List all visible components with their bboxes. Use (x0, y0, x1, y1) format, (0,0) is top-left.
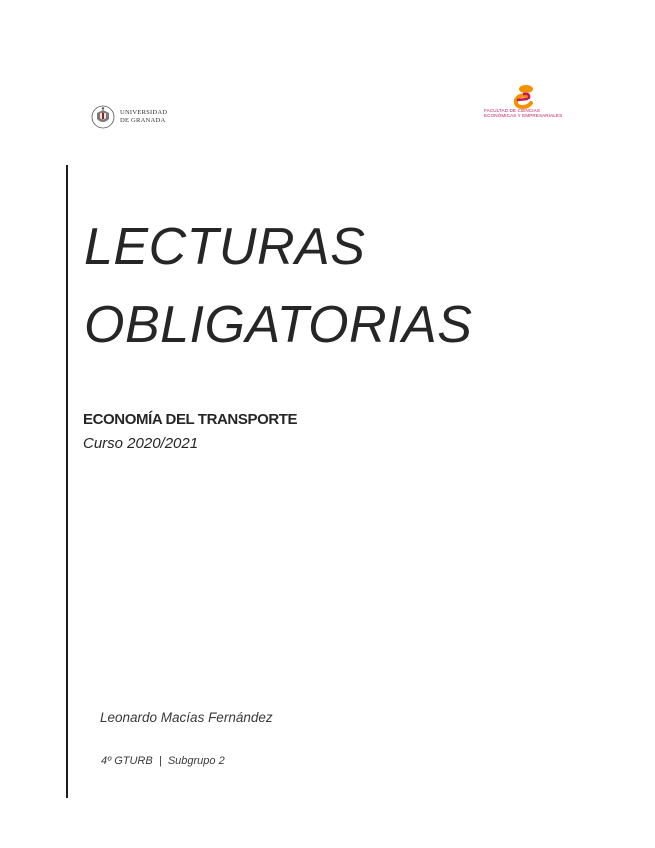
degree-label: 4º GTURB (101, 755, 153, 767)
subject-heading: ECONOMÍA DEL TRANSPORTE (83, 411, 298, 428)
faculty-e-mark-icon (510, 83, 536, 109)
group-info (101, 755, 225, 767)
author-name: Leonardo Macías Fernández (100, 710, 273, 725)
university-logo-line-1: UNIVERSIDAD (120, 109, 168, 116)
title-line-1: LECTURAS (84, 218, 366, 276)
document-title (84, 208, 472, 364)
university-logo-text (120, 109, 167, 124)
faculty-logo-text (484, 108, 562, 119)
university-of-granada-logo (91, 104, 191, 130)
university-logo-line-2: DE GRANADA (120, 116, 166, 124)
vertical-rule (66, 165, 68, 798)
faculty-logo-line-2: ECONÓMICAS Y EMPRESARIALES (484, 113, 563, 119)
subgroup-label: Subgrupo 2 (167, 755, 225, 767)
faculty-logo (484, 83, 564, 123)
title-line-2: OBLIGATORIAS (84, 296, 473, 354)
university-crest-icon (91, 104, 115, 130)
group-separator: | (158, 755, 162, 767)
faculty-logo-line-1: FACULTAD DE CIENCIAS (484, 108, 540, 113)
course-year: Curso 2020/2021 (83, 435, 199, 452)
